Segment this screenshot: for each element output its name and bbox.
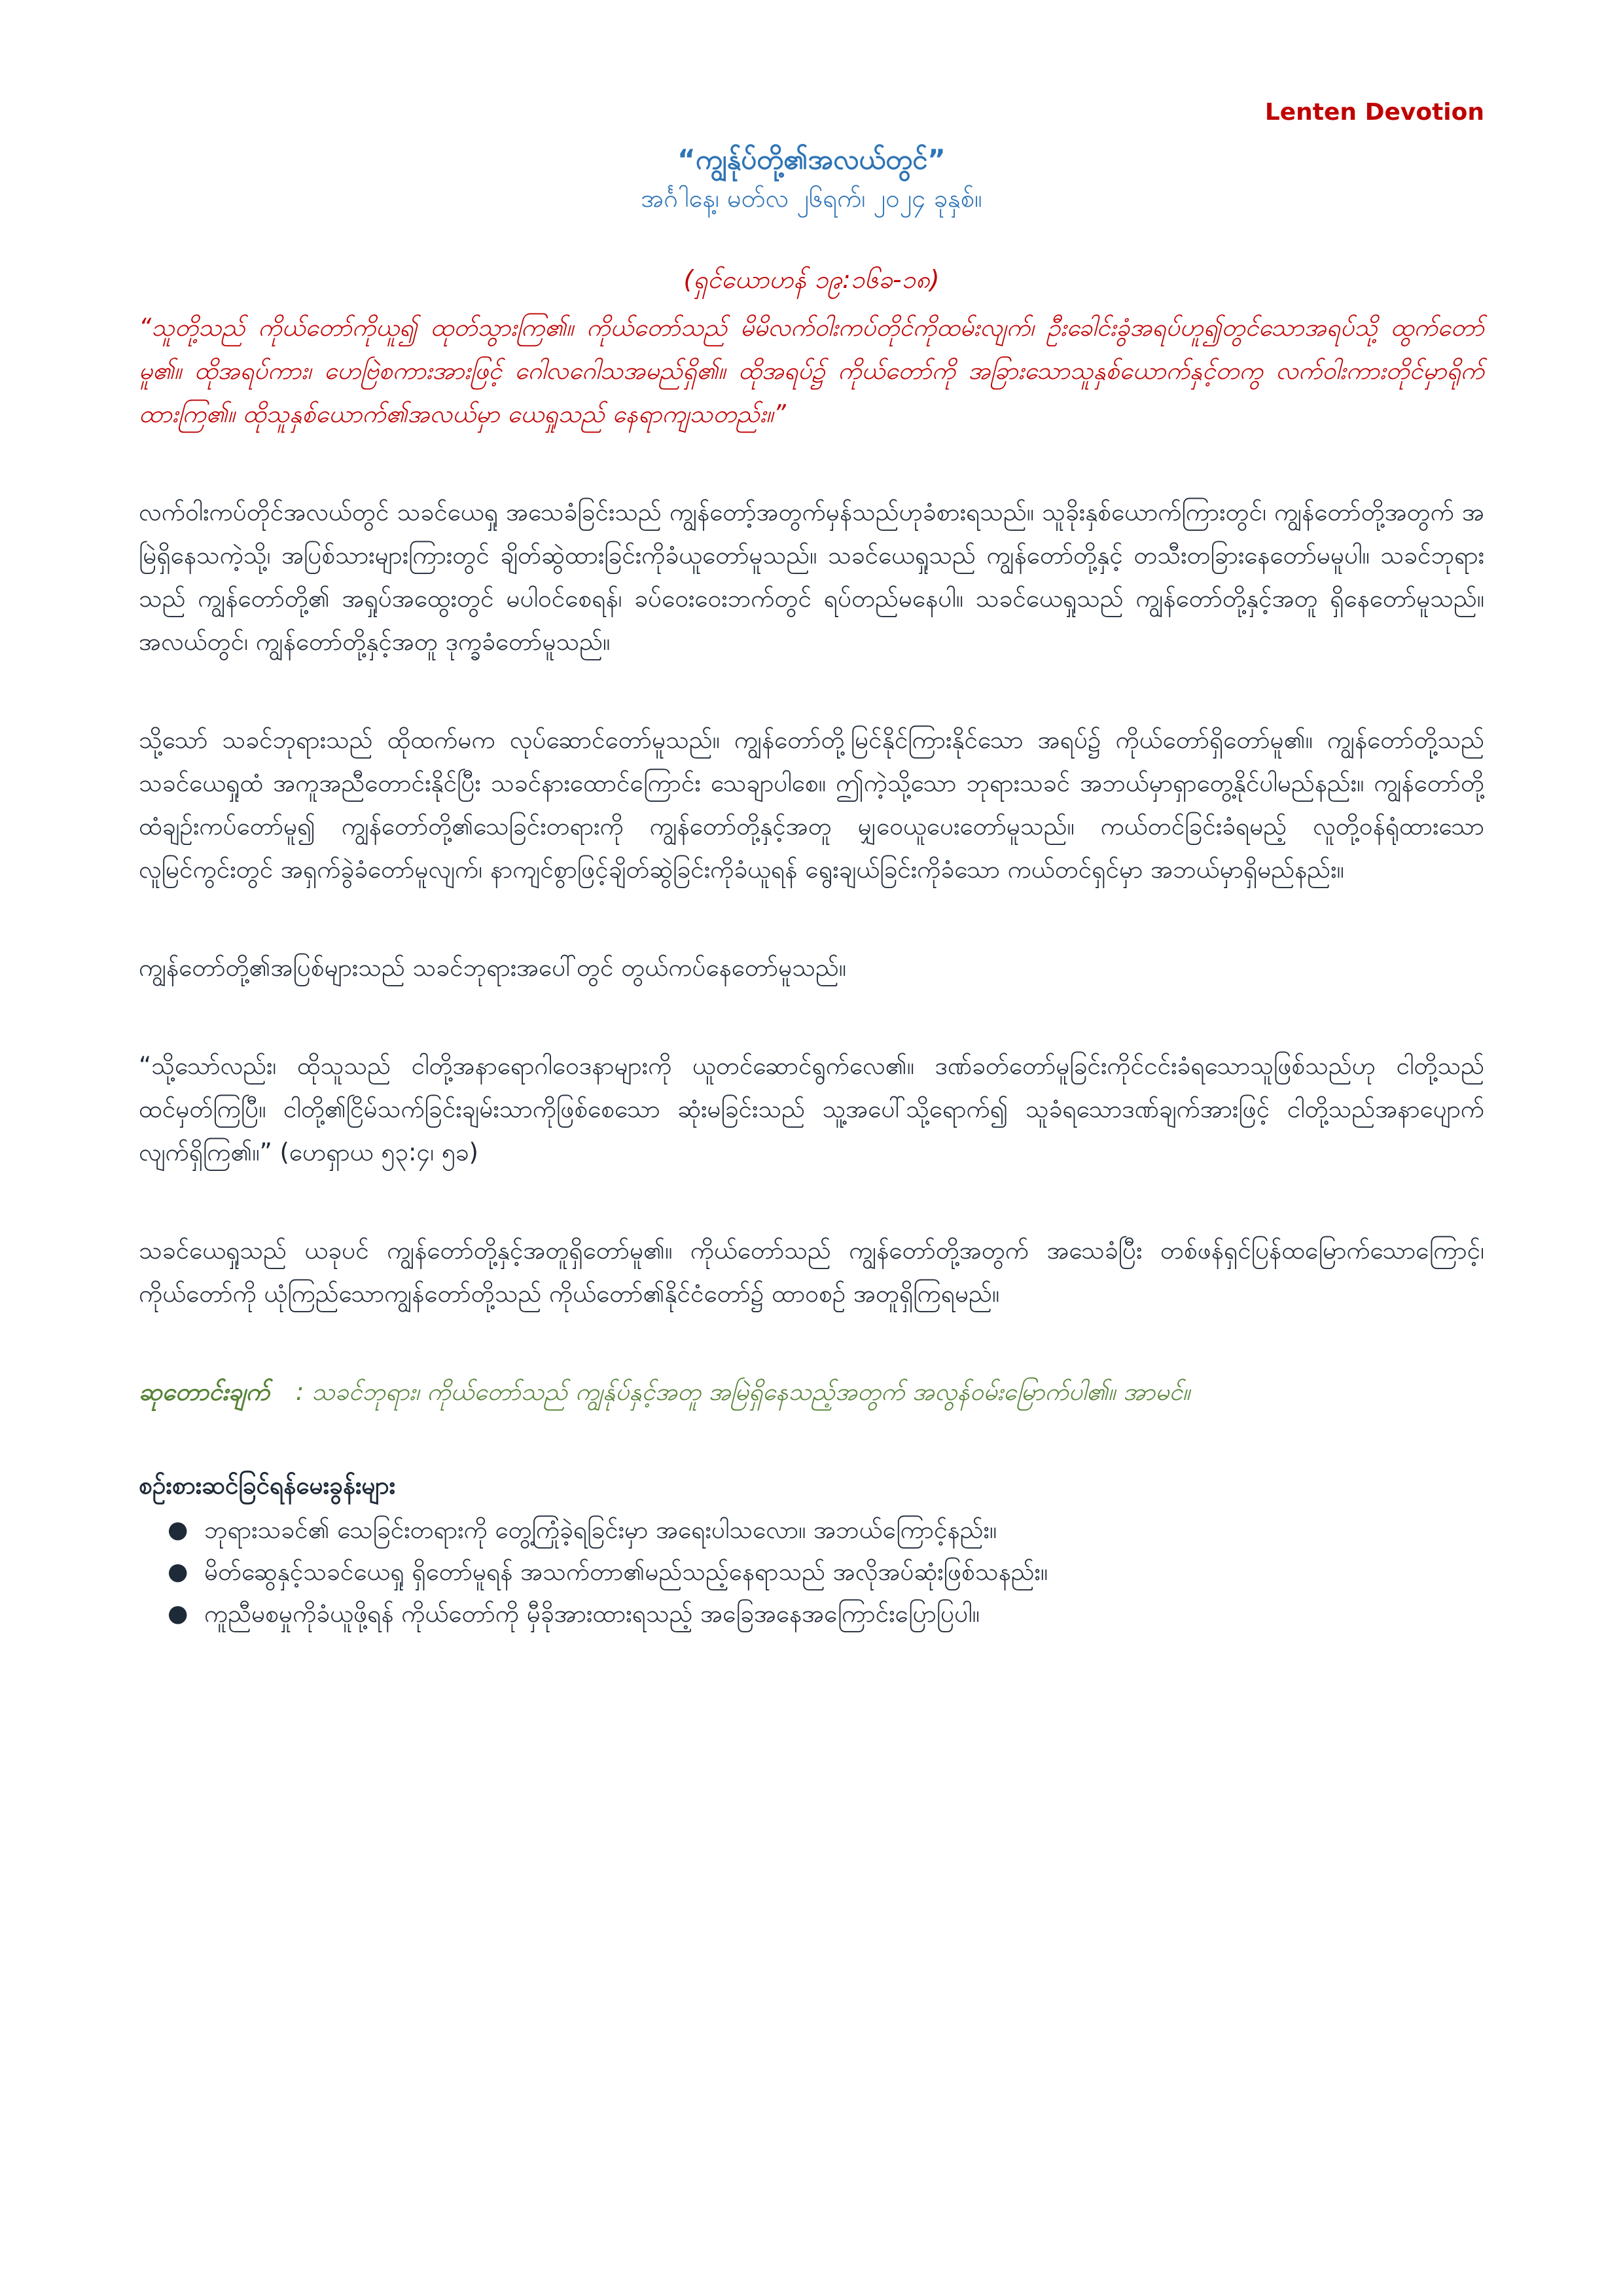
body-paragraph-2: သို့သော် သခင်ဘုရားသည် ထိုထက်မက လုပ်ဆောင်တော်မူသည်။ ကျွန်တော်တို့မြင်နိုင်ကြားနိုင်သော အရပ်၌ ကိုယ်တော်ရှိတော်မူ၏။ ကျွန်တော်တို့သည် သခင်ယေရှုထံ အကူအညီတောင်းနိုင်ပြီး သခင်နားထောင်ကြောင်း သေချာပါစေ။ ဤကဲ့သို့သော ဘုရားသခင် အဘယ်မှာရှာတွေ့နိုင်ပါမည်နည်း။ ကျွန်တော်တို့ထံချဉ်းကပ်တော်မူ၍ ကျွန်တော်တို့၏သေခြင်းတရားကို ကျွန်တော်တို့နှင့်အတူ မျှဝေယူပေးတော်မူသည်။ ကယ်တင်ခြင်းခံရမည့် လူတို့ဝန်ရုံထားသောလူမြင်ကွင်းတွင် အရှက်ခွဲခံတော်မူလျက်၊ နာကျင်စွာဖြင့်ချိတ်ဆွဲခြင်းကိုခံယူရန် ရွေးချယ်ခြင်းကိုခံသော ကယ်တင်ရှင်မှာ အဘယ်မှာရှိမည်နည်း။	[139, 726, 1484, 884]
bullet-icon: ●	[168, 1558, 188, 1585]
body-paragraph-1: လက်ဝါးကပ်တိုင်အလယ်တွင် သခင်ယေရှု အသေခံခြင်းသည် ကျွန်တော့်အတွက်မှန်သည်ဟုခံစားရသည်။ သူခိုးနှစ်ယောက်ကြားတွင်၊ ကျွန်တော်တို့အတွက် အမြဲရှိနေသကဲ့သို့၊ အပြစ်သားများကြားတွင် ချိတ်ဆွဲထားခြင်းကိုခံယူတော်မူသည်။ သခင်ယေရှုသည် ကျွန်တော်တို့နှင့် တသီးတခြားနေတော်မမူပါ။ သခင်ဘုရားသည် ကျွန်တော်တို့၏ အရှုပ်အထွေးတွင် မပါဝင်စေရန်၊ ခပ်ဝေးဝေးဘက်တွင် ရပ်တည်မနေပါ။ သခင်ယေရှုသည် ကျွန်တော်တို့နှင့်အတူ ရှိနေတော်မူသည်။ အလယ်တွင်၊ ကျွန်တော်တို့နှင့်အတူ ဒုက္ခခံတော်မူသည်။	[139, 498, 1484, 656]
question-text: ကူညီမစမှုကိုခံယူဖို့ရန် ကိုယ်တော်ကို မှီခိုအားထားရသည့် အခြေအနေအကြောင်းပြောပြပါ။	[204, 1600, 980, 1628]
list-item	[139, 1593, 1484, 1635]
series-label: Lenten Devotion	[1264, 99, 1484, 126]
question-text: ဘုရားသခင်၏ သေခြင်းတရားကို တွေ့ကြုံခဲ့ရခြင်းမှာ အရေးပါသလော။ အဘယ်ကြောင့်နည်း။	[204, 1516, 997, 1544]
questions-heading: စဉ်းစားဆင်ခြင်ရန်မေးခွန်းများ	[139, 1471, 395, 1499]
prayer-text: : သခင်ဘုရား၊ ကိုယ်တော်သည် ကျွန်ုပ်နှင့်အတူ အမြဲရှိနေသည့်အတွက် အလွန်ဝမ်းမြောက်ပါ၏။ အာမင်။	[295, 1378, 1190, 1406]
bullet-icon: ●	[168, 1516, 188, 1543]
prayer	[139, 1371, 1484, 1414]
list-item	[139, 1551, 1484, 1593]
body-paragraph-3: ကျွန်တော်တို့၏အပြစ်များသည် သခင်ဘုရားအပေါ်တွင် တွယ်ကပ်နေတော်မူသည်။	[139, 954, 846, 982]
prayer-label: ဆုတောင်းချက်	[139, 1378, 270, 1406]
bullet-icon: ●	[168, 1600, 188, 1627]
body-paragraph-4: “သို့သော်လည်း၊ ထိုသူသည် ငါတို့အနာရောဂါဝေဒနာများကို ယူတင်ဆောင်ရွက်လေ၏။ ဒဏ်ခတ်တော်မူခြင်းကိုင်ငင်းခံရသောသူဖြစ်သည်ဟု ငါတို့သည်ထင်မှတ်ကြပြီ။ ငါတို့၏ငြိမ်သက်ခြင်းချမ်းသာကိုဖြစ်စေသော ဆုံးမခြင်းသည် သူ့အပေါ်သို့ရောက်၍ သူခံရသောဒဏ်ချက်အားဖြင့် ငါတို့သည်အနာပျောက်လျက်ရှိကြ၏။” (ဟေရှာယ ၅၃:၄၊ ၅ခ)	[139, 1052, 1484, 1166]
questions-list	[139, 1509, 1484, 1635]
scripture-text: “သူတို့သည် ကိုယ်တော်ကိုယူ၍ ထုတ်သွားကြ၏။ ကိုယ်တော်သည် မိမိလက်ဝါးကပ်တိုင်ကိုထမ်းလျက်၊ ဦးခေါင်းခွံအရပ်ဟူ၍တွင်သောအရပ်သို့ ထွက်တော်မူ၏။ ထိုအရပ်ကား၊ ဟေဗြဲစကားအားဖြင့် ဂေါလဂေါသအမည်ရှိ၏။ ထိုအရပ်၌ ကိုယ်တော်ကို အခြားသောသူနှစ်ယောက်နှင့်တကွ လက်ဝါးကားတိုင်မှာရိုက်ထားကြ၏။ ထိုသူနှစ်ယောက်၏အလယ်မှာ ယေရှုသည် နေရာကျသတည်း။”	[139, 314, 1484, 428]
question-text: မိတ်ဆွေနှင့်သခင်ယေရှု ရှိတော်မူရန် အသက်တာ၏မည်သည့်နေရာသည် အလိုအပ်ဆုံးဖြစ်သနည်း။	[204, 1558, 1048, 1586]
list-item	[139, 1509, 1484, 1551]
body-paragraph-5: သခင်ယေရှုသည် ယခုပင် ကျွန်တော်တို့နှင့်အတူရှိတော်မူ၏။ ကိုယ်တော်သည် ကျွန်တော်တို့အတွက် အသေခံပြီး တစ်ဖန်ရှင်ပြန်ထမြောက်သောကြောင့်၊ ကိုယ်တော်ကို ယုံကြည်သောကျွန်တော်တို့သည် ကိုယ်တော်၏နိုင်ငံတော်၌ ထာဝစဉ် အတူရှိကြရမည်။	[139, 1236, 1484, 1308]
devotion-title: “ကျွန်ုပ်တို့၏အလယ်တွင်”	[677, 143, 946, 175]
devotion-date: အင်္ဂါနေ့၊ မတ်လ ၂၆ရက်၊ ၂၀၂၄ ခုနှစ်။	[641, 184, 982, 213]
scripture-reference: (ရှင်ယောဟန် ၁၉:၁၆ခ-၁၈)	[683, 265, 940, 294]
